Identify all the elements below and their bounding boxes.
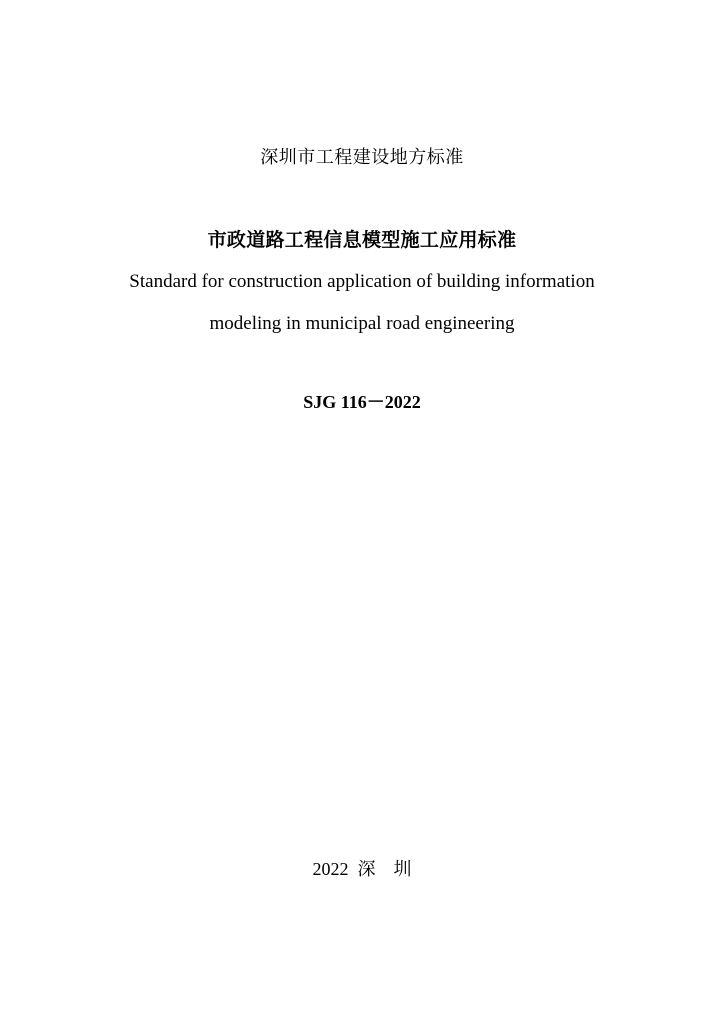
footer-year: 2022 — [312, 859, 349, 879]
standard-code: SJG 116－2022 — [303, 392, 421, 412]
title-chinese: 市政道路工程信息模型施工应用标准 — [207, 229, 517, 251]
standard-series: 深圳市工程建设地方标准 — [260, 147, 464, 168]
footer-date-place — [0, 860, 724, 879]
footer-city: 深 圳 — [357, 859, 412, 880]
title-english-line-2: modeling in municipal road engineering — [209, 313, 515, 334]
title-english-line-1: Standard for construction application of building information — [129, 271, 595, 292]
